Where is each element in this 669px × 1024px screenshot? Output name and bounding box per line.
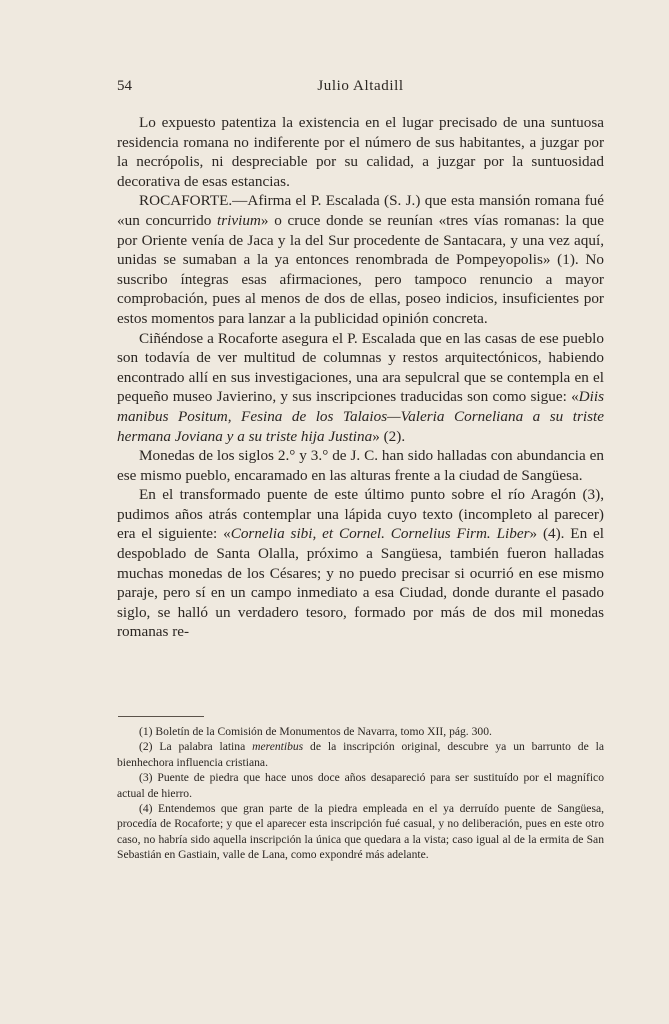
body-paragraph <box>117 113 604 191</box>
footnote <box>117 770 604 801</box>
text-segment: (2) La palabra latina <box>139 740 253 754</box>
text-segment: Monedas de los siglos 2.° y 3.° de J. C. han sido halladas con abundancia en ese mismo pueblo, encaramado en las alturas frente a la ciudad de Sangüesa. <box>117 447 604 484</box>
text-segment: (4) Entendemos que gran parte de la piedra empleada en el ya derruído puente de Sangüesa, procedía de Rocaforte; y que el aparecer esta inscripción fué casual, y no deliberación, pues en este otro caso, no habría sido aquella inscripción la única que quedara a la vista; caso igual al de la ermita de San Sebastián en Gastiain, valle de Lana, como expondré más adelante. <box>117 802 604 862</box>
footnote <box>117 801 604 863</box>
text-segment: En el transformado puente de este último punto sobre el río Aragón (3), pudimos años atrás contemplar una lápida cuyo texto (incompleto al parecer) era el siguiente: « <box>117 486 604 543</box>
footnotes <box>117 724 604 863</box>
running-head: Julio Altadill <box>317 78 404 94</box>
text-segment: » o cruce donde se reunían «tres vías romanas: la que por Oriente venía de Jaca y la del Sur procedente de Santacara, y una vez aquí, unidas se sumaban a la ya entonces renombrada de Pompeyopolis» (1). No suscribo íntegras esas afirmaciones, pero tampoco renuncio a mayor comprobación, pues al menos de dos de ellas, poseo indicios, insuficientes por estos momentos para lanzar a la publicidad opinión concreta. <box>117 211 604 327</box>
text-segment: (3) Puente de piedra que hace unos doce años desapareció para ser sustituído por el magnífico actual de hierro. <box>117 771 604 800</box>
footnote <box>117 724 604 739</box>
body-paragraph <box>117 485 604 642</box>
page-number: 54 <box>117 78 132 94</box>
body-paragraph <box>117 446 604 485</box>
italic-text: trivium <box>217 211 261 229</box>
italic-text: merentibus <box>252 740 304 754</box>
footnote-rule <box>118 716 204 717</box>
text-segment: ROCAFORTE.—Afirma el P. Escalada (S. J.) que esta mansión romana fué «un concurrido <box>117 192 604 229</box>
text-segment: Ciñéndose a Rocaforte asegura el P. Escalada que en las casas de ese pueblo son todavía de ver multitud de columnas y restos arquitectónicos, habiendo encontrado allí en sus investigaciones, una ara sepulcral que se contempla en el pequeño museo Javierino, y sus inscripciones traducidas son como sigue: « <box>117 329 604 406</box>
italic-text: Diis manibus Positum, Fesina de los Talaios—Valeria Corneliana a su triste hermana Joviana y a su triste hija Justina <box>117 388 604 445</box>
body-paragraph <box>117 329 604 447</box>
text-segment: » (2). <box>372 427 406 445</box>
page-header <box>117 78 604 98</box>
text-segment: Lo expuesto patentiza la existencia en el lugar precisado de una suntuosa residencia romana no indiferente por el número de sus habitantes, a juzgar por la necrópolis, ni despreciable por su calidad, a juzgar por la suntuosidad decorativa de esas estancias. <box>117 114 604 190</box>
text-segment: (1) Boletín de la Comisión de Monumentos de Navarra, tomo XII, pág. 300. <box>139 725 492 738</box>
body-paragraph <box>117 191 604 328</box>
italic-text: Cornelia sibi, et Cornel. Cornelius Firm. Liber <box>230 525 530 543</box>
text-segment: » (4). En el despoblado de Santa Olalla, próximo a Sangüesa, también fueron halladas muchas monedas de los Césares; y no puedo precisar si ocurrió en ese mismo paraje, pero sí en un campo inmediato a esa Ciudad, donde durante el pasado siglo, se halló un verdadero tesoro, formado por más de dos mil monedas romanas re- <box>117 525 604 641</box>
body-text <box>117 113 604 642</box>
footnote <box>117 739 604 770</box>
text-segment: de la inscripción original, descubre ya un barrunto de la bienhechora influencia cristiana. <box>117 740 604 769</box>
